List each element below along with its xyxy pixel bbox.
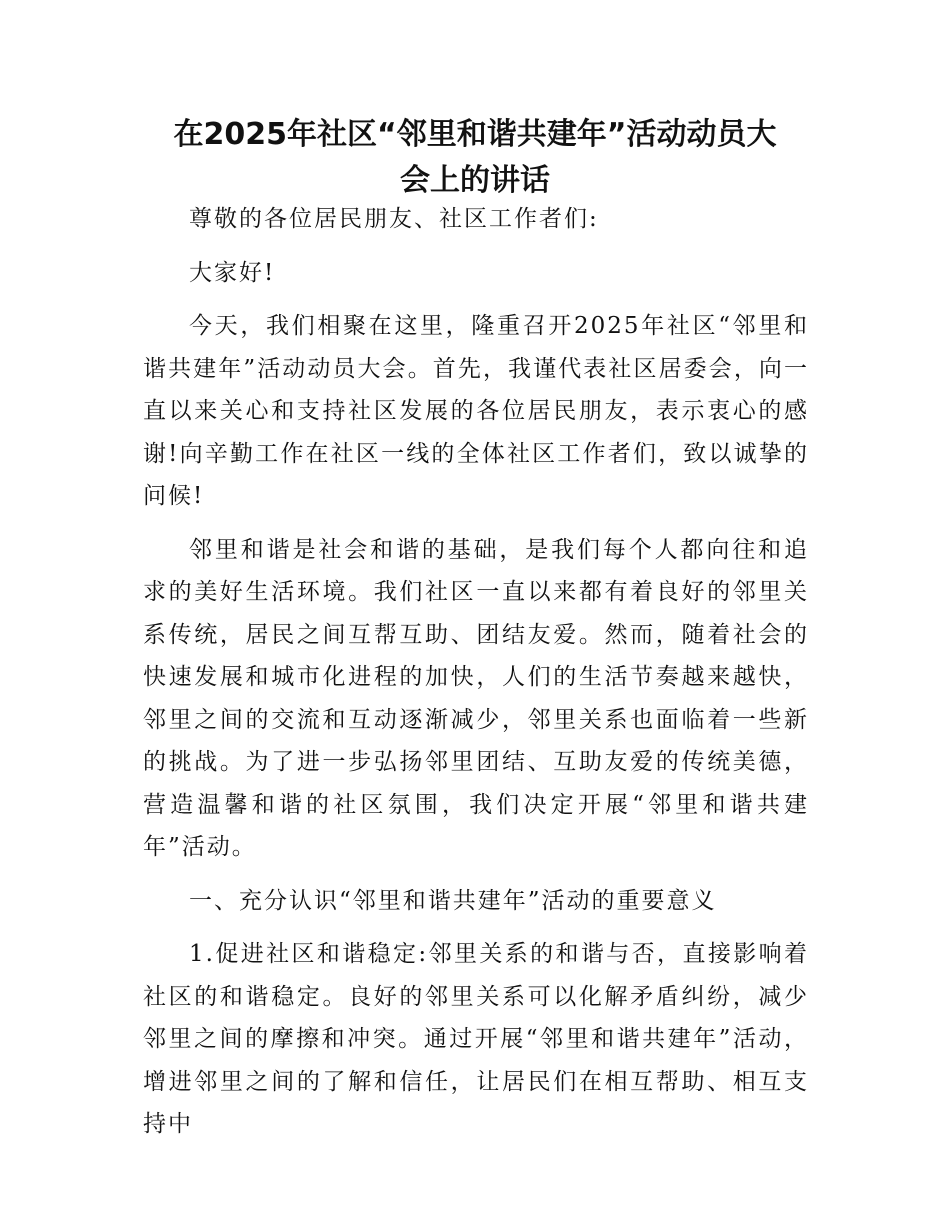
title-line-2: 会上的讲话	[400, 163, 550, 198]
paragraph-point-1: 1.促进社区和谐稳定:邻里关系的和谐与否，直接影响着社区的和谐稳定。良好的邻里关系可以化解矛盾纠纷，减少邻里之间的摩擦和冲突。通过开展“邻里和谐共建年”活动，增进邻里之间的了解和信任，让居民们在相互帮助、相互支持中	[143, 941, 809, 1137]
greeting: 大家好!	[189, 259, 276, 286]
document-title	[120, 112, 830, 204]
title-line-1: 在2025年社区“邻里和谐共建年”活动动员大	[173, 117, 777, 152]
paragraph-opening: 今天，我们相聚在这里，隆重召开2025年社区“邻里和谐共建年”活动动员大会。首先，我谨代表社区居委会，向一直以来关心和支持社区发展的各位居民朋友，表示衷心的感谢!向辛勤工作在社区一线的全体社区工作者们，致以诚挚的问候!	[143, 313, 809, 509]
paragraph-background: 邻里和谐是社会和谐的基础，是我们每个人都向往和追求的美好生活环境。我们社区一直以来都有着良好的邻里关系传统，居民之间互帮互助、团结友爱。然而，随着社会的快速发展和城市化进程的加快，人们的生活节奏越来越快，邻里之间的交流和互动逐渐减少，邻里关系也面临着一些新的挑战。为了进一步弘扬邻里团结、互助友爱的传统美德，营造温馨和谐的社区氛围，我们决定开展“邻里和谐共建年”活动。	[143, 536, 809, 860]
salutation: 尊敬的各位居民朋友、社区工作者们:	[189, 206, 599, 232]
section-heading-1: 一、充分认识“邻里和谐共建年”活动的重要意义	[189, 887, 717, 914]
document-body	[143, 198, 809, 1157]
